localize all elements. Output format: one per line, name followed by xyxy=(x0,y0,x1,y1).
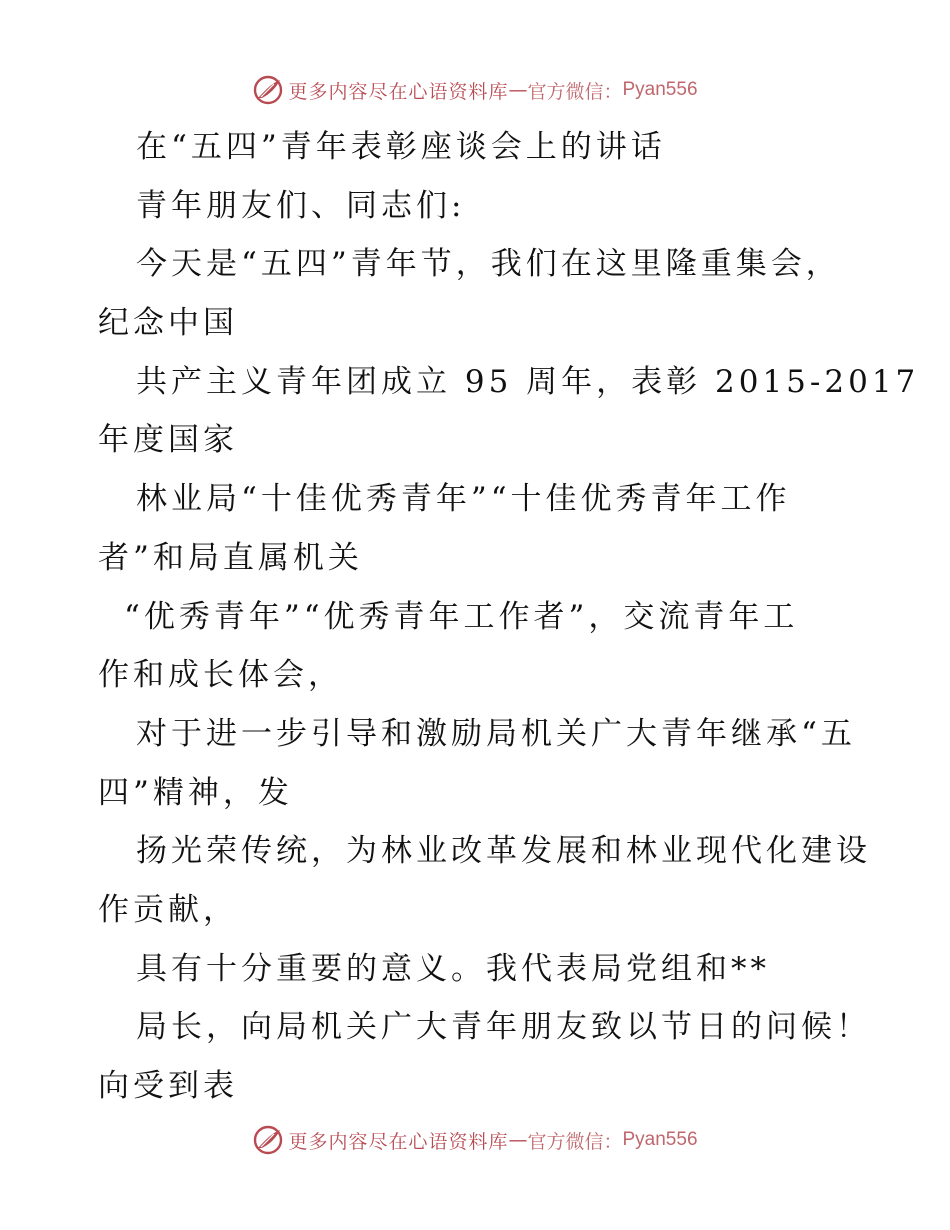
salutation: 青年朋友们、同志们: xyxy=(136,187,466,224)
watermark-wechat-id: Pyan556 xyxy=(622,79,698,100)
paragraph-line: 向受到表 xyxy=(98,1068,238,1104)
quill-pen-logo-icon xyxy=(252,1124,284,1156)
document-title: 在“五四”青年表彰座谈会上的讲话 xyxy=(136,129,666,165)
paragraph-line: 林业局“十佳优秀青年”“十佳优秀青年工作 xyxy=(136,481,791,518)
paragraph-line: 扬光荣传统，为林业改革发展和林业现代化建设 xyxy=(136,833,871,870)
paragraph-line: 局长，向局机关广大青年朋友致以节日的问候！ xyxy=(136,1009,871,1046)
paragraph-line: 今天是“五四”青年节，我们在这里隆重集会， xyxy=(136,246,841,283)
quill-pen-logo-icon xyxy=(252,74,284,106)
watermark-separator: — xyxy=(508,79,528,101)
paragraph-line: 作和成长体会， xyxy=(98,657,343,694)
document-body xyxy=(98,118,920,1116)
paragraph-line: 者”和局直属机关 xyxy=(98,539,363,576)
watermark-label: 官方微信： xyxy=(527,80,623,103)
watermark-main-text: 更多内容尽在心语资料库 xyxy=(288,1130,509,1153)
paragraph-line: “优秀青年”“优秀青年工作者”，交流青年工 xyxy=(124,598,799,635)
paragraph-line: 对于进一步引导和激励局机关广大青年继承“五 xyxy=(136,715,856,752)
watermark-label: 官方微信： xyxy=(527,1130,623,1153)
footer-watermark xyxy=(0,1120,950,1160)
watermark-wechat-id: Pyan556 xyxy=(622,1129,698,1150)
paragraph-line: 四”精神，发 xyxy=(98,774,293,811)
paragraph-line: 作贡献， xyxy=(98,891,238,928)
watermark-separator: — xyxy=(508,1129,528,1151)
header-watermark xyxy=(0,70,950,110)
paragraph-line: 纪念中国 xyxy=(98,305,238,342)
paragraph-line: 年度国家 xyxy=(98,422,238,459)
watermark-main-text: 更多内容尽在心语资料库 xyxy=(288,80,509,103)
paragraph-line: 具有十分重要的意义。我代表局党组和** xyxy=(136,950,770,987)
paragraph-line: 共产主义青年团成立 95 周年，表彰 2015-2017 xyxy=(136,363,920,400)
